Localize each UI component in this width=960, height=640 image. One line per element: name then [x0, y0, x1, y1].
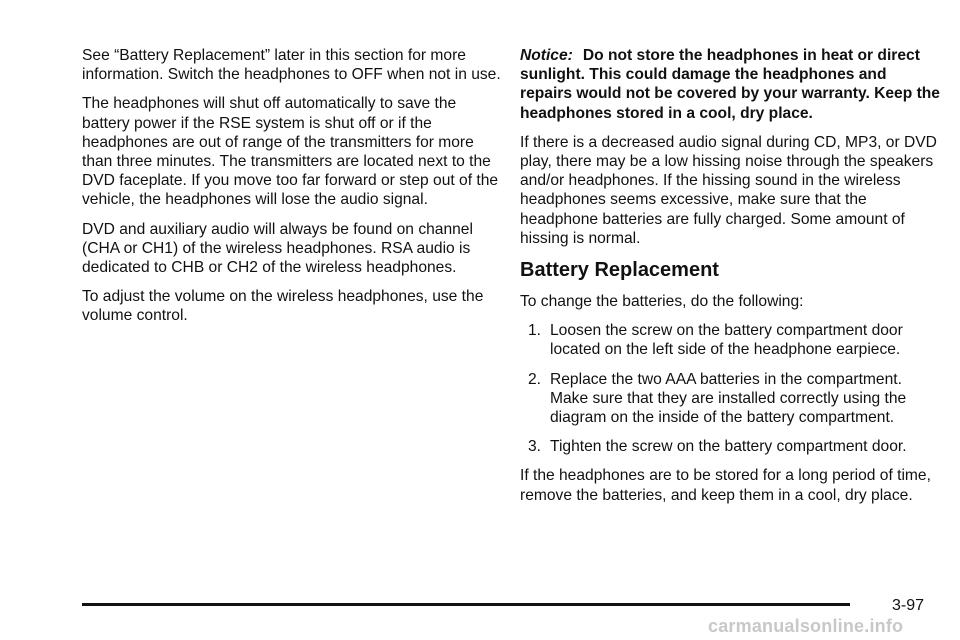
- left-column: [82, 46, 502, 336]
- step-text: Loosen the screw on the battery compartment door located on the left side of the headphone earpiece.: [550, 322, 903, 359]
- footer-rule: [82, 603, 850, 606]
- step-number: 2.: [528, 370, 542, 388]
- paragraph-auto-shutoff: The headphones will shut off automatically to save the battery power if the RSE system is shut off or if the headphones are out of range of the transmitters for more than three minutes. The transmitters are located next to the DVD faceplate. If you move too far forward or step out of the vehicle, the headphones will lose the audio signal.: [82, 95, 499, 209]
- section-heading: Battery Replacement: [520, 259, 719, 282]
- step-text: Replace the two AAA batteries in the compartment. Make sure that they are installed correctly using the diagram on the inside of the battery compartment.: [550, 370, 907, 427]
- step-text: Tighten the screw on the battery compartment door.: [550, 438, 907, 456]
- paragraph-see-battery: See “Battery Replacement” later in this section for more information. Switch the headphones to OFF when not in use.: [82, 47, 501, 84]
- paragraph-volume: To adjust the volume on the wireless headphones, use the volume control.: [82, 288, 484, 325]
- notice-label: Notice:: [520, 47, 573, 64]
- step-item: [520, 437, 940, 456]
- paragraph-channels: DVD and auxiliary audio will always be found on channel (CHA or CH1) of the wireless headphones. RSA audio is dedicated to CHB or CH2 of the wireless headphones.: [82, 220, 473, 277]
- step-item: [520, 370, 940, 428]
- paragraph-storage: If the headphones are to be stored for a long period of time, remove the batteries, and keep them in a cool, dry place.: [520, 467, 931, 504]
- notice-text: Do not store the headphones in heat or direct sunlight. This could damage the headphones and repairs would not be covered by your warranty. Keep the headphones stored in a cool, dry place.: [520, 47, 940, 122]
- paragraph-intro: To change the batteries, do the following:: [520, 293, 804, 311]
- step-number: 3.: [528, 438, 542, 456]
- step-item: [520, 321, 940, 359]
- steps-list: [520, 321, 940, 456]
- right-column: [520, 46, 940, 515]
- step-number: 1.: [528, 322, 542, 340]
- notice-block: [520, 46, 940, 123]
- watermark: carmanualsonline.info: [708, 616, 904, 636]
- page-number: 3-97: [892, 597, 925, 614]
- paragraph-hissing: If there is a decreased audio signal during CD, MP3, or DVD play, there may be a low hissing noise through the speakers and/or headphones. If the hissing sound in the wireless headphones seems excessive, make sure that the headphone batteries are fully charged. Some amount of hissing is normal.: [520, 133, 937, 247]
